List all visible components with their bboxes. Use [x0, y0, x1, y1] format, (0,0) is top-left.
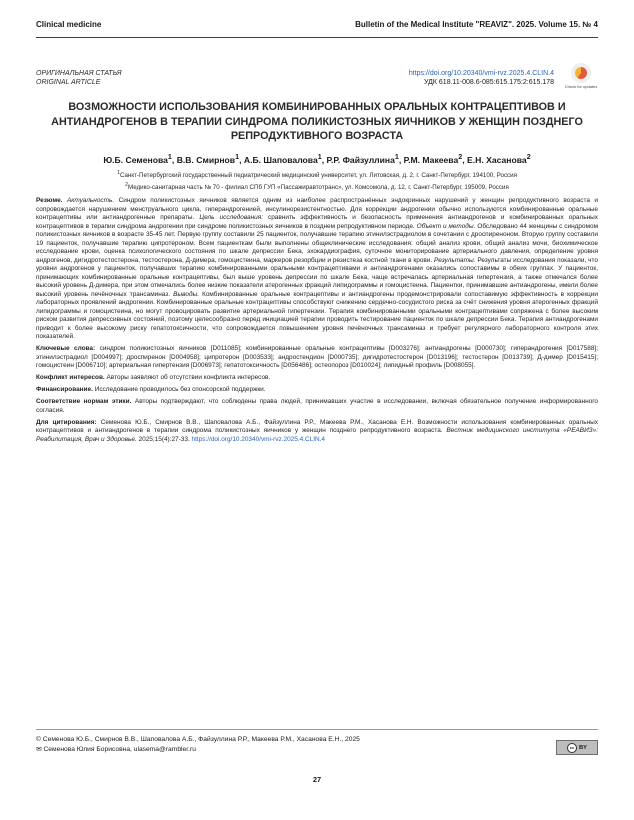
citation [36, 419, 598, 445]
article-meta [409, 69, 554, 87]
keywords-label: Ключевые слова: [36, 345, 96, 353]
funding-text: Исследование проводилось без спонсорской поддержки. [94, 386, 266, 394]
doi-link[interactable]: https://doi.org/10.20340/vmi-rvz.2025.4.CLIN.4 [408, 70, 554, 77]
author-name: Р.М. Макеева [403, 154, 459, 165]
article-type [36, 69, 122, 87]
author-name: Р.Р. Файзуллина [326, 154, 395, 165]
affiliation-sup: 1 [117, 170, 120, 176]
conflict-of-interest [36, 374, 598, 383]
author-list: Ю.Б. Семенова$^1$, В.В. Смирнов$^1$, А.Б. Шаповалова$^1$, Р.Р. Файзуллина$^1$, Р.М. Макеева$^2$, Е.Н. Хасанова$^2$ [103, 153, 531, 165]
article-body [36, 197, 598, 448]
badge-label: Check for updates [564, 84, 598, 89]
author-sup: 1 [235, 153, 240, 161]
running-header [36, 17, 598, 31]
methods-text: Обследовано 44 женщины с синдромом поликистозных яичников в возрасте 35-45 лет. Первую группу составили 25 пациенток, получавшие терапию этинилэстрадиолом в сочетании с дроспиреноном. Вторую группу составили 19 пациенток, получавшие терапию ципротероном. Всем пациенткам были выполнены общеклинические исследования: общий анализ крови, общий анализ мочи, биохимическое исследование крови, оценка психологического состояния по шкале депрессии Бека, эхокардиография, суточное мониторирование артериального давления, определение уровня андрогенов, дигидротестостерона, тестостерона, Д-димера, гомоцистеина, маркеров резорбции и резистеза костной ткани в крови. [36, 222, 599, 264]
author-name: В.В. Смирнов [176, 154, 236, 165]
journal-label: Bulletin of the Medical Institute "REAVIZ". 2025. Volume 15. № 4 [355, 19, 598, 29]
keywords-text: синдром поликистозных яичников [D011085]; комбинированные оральные контрацептивы [D003276]; антиандрогены [D000730]; гиперандрогения [D017588]; этинилэстрадиол [D004997]; дроспиренон [D004958]; ципротерон [D003533]; андростендион [D000735]; дигидротестостерон [D013196]; тестостерон [D013739]; Д-димер [D015415]; гомоцистеин [D006710]; артериальная гипертензия [D006973]; гепатотоксичность [D056486]; остеопороз [D010024]; липидный профиль [D008055]. [36, 345, 598, 370]
contact-email[interactable]: ✉ Семенова Юлия Борисовна, ulasema@rambler.ru [36, 745, 196, 753]
affiliation-sup: 2 [125, 181, 129, 188]
funding-label: Финансирование. [36, 386, 93, 394]
results-text: Результаты исследования показали, что уровни андрогенов у пациенток, получавших терапию комбинированными оральными контрацептивами и антиандрогенами оказались сопоставимы в обеих группах. У пациенток, принимающих комбинированные оральные контрацептивы, был выше уровень депрессии по шкале Бека, чаще встречалась артериальная гипертензия, а также отмечался более высокий уровень Д-димера, при этом отмечались более низкие показатели атерогенных фракций липидограммы и гомоцистеина. Пациентки, принимавшие антиандрогены, имели более высокий уровень печёночных трансаминаз. [36, 256, 598, 298]
conclusions-label: Выводы. [173, 290, 200, 298]
author-sup: 1 [317, 153, 322, 161]
affiliations [36, 169, 598, 192]
crossmark-dot-icon [575, 67, 587, 79]
creative-commons-icon: cc [567, 743, 577, 753]
methods-label: Объект и методы. [416, 222, 476, 230]
citation-journal: Вестник медицинского института «РЕАВИЗ»: Реабилитация, Врач и Здоровье. [36, 427, 599, 443]
check-for-updates-badge[interactable] [564, 62, 598, 96]
results-label: Результаты. [434, 256, 476, 264]
ethics-text: Авторы подтверждают, что соблюдены права людей, принимавших участие в исследовании, включая обязательное получение информированного согласия. [36, 398, 599, 414]
conflict-label: Конфликт интересов. [36, 374, 105, 382]
citation-issue: 2025;15(4):27-33. [138, 435, 190, 443]
citation-text: Семенова Ю.Б., Смирнов В.В., Шаповалова А.Б., Файзуллина Р.Р., Макеева Р.М., Хасанова Е.Н. Возможности использования комбинированных оральных контрацептивов и антиандрогенов в терапии синдрома поликистозных яичников у женщин позднего репродуктивного возраста. [36, 418, 598, 435]
actuality-text: Синдром поликистозных яичников является одним из наиболее распространённых эндокринных нарушений у женщин репродуктивного возраста и сопровождается нарушением менструального цикла, гиперандрогенией, инсулинорезистентностью. Для коррекции андрогении обычно используются комбинированные оральные контрацептивы или антиандрогенные препараты. [36, 197, 599, 221]
author-name: Ю.Б. Семенова [103, 154, 168, 165]
author-sup: 2 [458, 153, 463, 161]
footer-divider [36, 729, 598, 730]
abstract-label: Резюме. [36, 197, 63, 204]
license-label: BY [578, 744, 588, 751]
citation-label: Для цитирования: [36, 418, 97, 426]
ethics-label: Соответствие нормам этики. [36, 398, 132, 406]
header-divider [36, 37, 598, 38]
goal-label: Цель исследования: [199, 214, 263, 221]
article-type-en: ORIGINAL ARTICLE [36, 79, 101, 86]
keywords [36, 345, 598, 371]
article-title: ВОЗМОЖНОСТИ ИСПОЛЬЗОВАНИЯ КОМБИНИРОВАННЫХ ОРАЛЬНЫХ КОНТРАЦЕПТИВОВ И АНТИАНДРОГЕНОВ В ТЕРАПИИ СИНДРОМА ПОЛИКИСТОЗНЫХ ЯИЧНИКОВ У ЖЕНЩИН ПОЗДНЕГО РЕПРОДУКТИВНОГО ВОЗРАСТА [51, 101, 583, 142]
affiliation-2 [36, 181, 598, 193]
copyright-text: © Семенова Ю.Б., Смирнов В.В., Шаповалова А.Б., Файзуллина Р.Р., Макеева Р.М., Хасанова Е.Н., 2025 [36, 736, 360, 743]
conclusions-text: Комбинированные оральные контрацептивы и антиандрогены продемонстрировали сопоставимую эффективность в коррекции лабораторных проявлений андрогении. Комбинированные оральные контрацептивы способствуют снижению сердечно-сосудистого риска за счёт снижения уровня атерогенных фракций липидограммы и гомоцистеина, но могут провоцировать развитие артериальной гипертензии. Терапия комбинированными оральными контрацептивами сопряжена с более высоким риском развития депрессивных состояний, поэтому целесообразно перед инициацией терапии проводить тестирование пациенток по шкале депрессии Бека. Терапия антиандрогенами приводит к более высокому риску гепатотоксичности, что сопровождается повышением уровня печёночных трансаминаз и требует регулярного лабораторного контроля этих показателей. [36, 290, 599, 340]
abstract [36, 197, 598, 342]
section-label: Clinical medicine [36, 19, 102, 29]
author-sup: 1 [167, 153, 172, 161]
goal-text: сравнить эффективность и безопасность применения антиандрогенов и комбинированных оральных контрацептивов в терапии синдрома андрогении при синдроме поликистозных яичников в позднем репродуктивном периоде. [36, 214, 598, 230]
funding [36, 386, 598, 395]
udk-code: УДК 618.11-008.6-085:615.175:2:615.178 [424, 79, 554, 86]
affiliation-text: Санкт-Петербургский государственный педиатрический медицинский университет, ул. Литовская, д. 2, г. Санкт-Петербург, 194100, Россия [119, 172, 517, 180]
article-type-ru: ОРИГИНАЛЬНАЯ СТАТЬЯ [36, 70, 122, 77]
author-name: Е.Н. Хасанова [467, 154, 527, 165]
actuality-label: Актуальность. [66, 197, 115, 204]
ethics [36, 398, 598, 415]
page-number: 27 [312, 775, 322, 784]
author-sup: 1 [394, 153, 399, 161]
author-sup: 2 [526, 153, 531, 161]
citation-link[interactable]: https://doi.org/10.20340/vmi-rvz.2025.4.CLIN.4 [191, 435, 326, 443]
affiliation-1 [36, 169, 598, 181]
author-name: А.Б. Шаповалова [243, 154, 318, 165]
conflict-text: Авторы заявляют об отсутствии конфликта интересов. [106, 374, 271, 382]
cc-license-badge[interactable] [556, 740, 598, 755]
affiliation-text: Медико-санитарная часть № 70 - филиал СПб ГУП «Пассажиравтотранс», ул. Комсомола, д. 12, г. Санкт-Петербург, 195009, Россия [128, 183, 509, 191]
footer [36, 735, 360, 754]
